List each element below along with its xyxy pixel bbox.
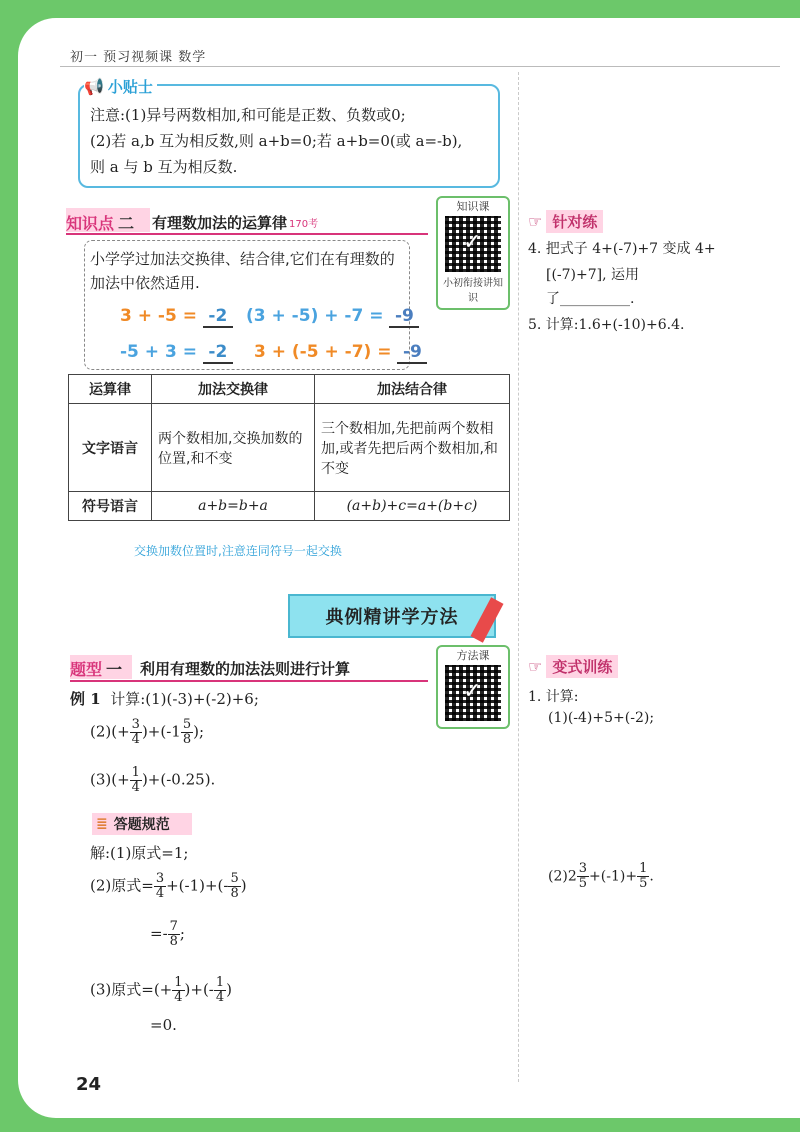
intro-line-1: 小学学过加法交换律、结合律,它们在有理数的: [90, 250, 395, 268]
table-cell: (a+b)+c=a+(b+c): [315, 492, 510, 521]
qr-code-icon[interactable]: [445, 665, 501, 721]
tx-underline: [70, 680, 428, 682]
solution-2: (2)原式= $\frac{3}{4}$ +(-1)+(- $\frac{5}{8}$ ): [90, 871, 247, 901]
table-cell: 符号语言: [69, 492, 152, 521]
practice-tag-label: 针对练: [546, 210, 603, 233]
kp-title: 有理数加法的运算律: [152, 214, 288, 232]
question-4-line2: [(-7)+7], 运用: [546, 267, 640, 283]
question-type-heading: [70, 657, 350, 680]
example-2b: 3 + (-5 + -7) = -9: [254, 342, 427, 364]
intro-line-2: 加法中依然适用.: [90, 274, 200, 292]
question-5: 5. 计算:1.6+(-10)+6.4.: [528, 317, 685, 333]
kp-number: 二: [118, 214, 135, 233]
megaphone-icon: 📢: [84, 77, 104, 96]
note-annotation: 交换加数位置时,注意连同符号一起交换: [134, 544, 342, 558]
solution-3-result: =0.: [150, 1016, 177, 1034]
practice-tag: [528, 210, 603, 233]
tip-line-3: 则 a 与 b 互为相反数.: [90, 158, 238, 176]
qr-knowledge[interactable]: [436, 196, 510, 310]
table-header: 运算律: [69, 375, 152, 404]
qr-code-icon[interactable]: [445, 216, 501, 272]
tx-label: 题型: [70, 660, 103, 679]
section-banner: 典例精讲学方法: [288, 594, 496, 638]
qr-bottom-label: 小初衔接讲知识: [443, 278, 503, 304]
tx-title: 利用有理数的加法法则进行计算: [140, 660, 351, 678]
kp-frequency: 170考: [289, 219, 319, 230]
tx-number: 一: [106, 660, 123, 679]
knowledge-point-heading: [66, 211, 318, 234]
kp-label: 知识点: [66, 214, 115, 233]
pointing-hand-icon: ☞: [528, 657, 543, 676]
example-1-line2: (2)(+ $\frac{3}{4}$ )+(-1 $\frac{5}{8}$ );: [90, 717, 205, 747]
tip-line-1: 注意:(1)异号两数相加,和可能是正数、负数或0;: [90, 106, 406, 124]
example-1-line1: 例 1 计算:(1)(-3)+(-2)+6;: [70, 690, 259, 708]
variant-part1: (1)(-4)+5+(-2);: [548, 710, 655, 726]
pointing-hand-icon: ☞: [528, 212, 543, 231]
variant-tag-label: 变式训练: [546, 655, 618, 678]
variant-part2: (2)2 $\frac{3}{5}$ +(-1)+ $\frac{1}{5}$ .: [548, 861, 654, 891]
qr-method[interactable]: [436, 645, 510, 729]
kp-underline: [66, 233, 428, 235]
example-1a: 3 + -5 = -2: [120, 306, 233, 328]
variant-q1: 1. 计算:: [528, 689, 579, 705]
example-1b: (3 + -5) + -7 = -9: [246, 306, 419, 328]
page-header: 初一 预习视频课 数学: [70, 50, 207, 65]
question-4-line1: 4. 把式子 4+(-7)+7 变成 4+: [528, 241, 716, 257]
table-header: 加法结合律: [315, 375, 510, 404]
column-divider: [518, 72, 519, 1082]
variant-tag: [528, 655, 618, 678]
qr-top-label: 知识课: [456, 200, 490, 213]
table-cell: 三个数相加,先把前两个数相加,或者先把后两个数相加,和不变: [315, 404, 510, 492]
qr-top-label: 方法课: [456, 649, 490, 662]
table-cell: a+b=b+a: [152, 492, 315, 521]
table-header: 加法交换律: [152, 375, 315, 404]
notebook-icon: ≣: [96, 816, 108, 832]
answer-standard-tag: ≣ 答题规范: [92, 813, 192, 835]
table-cell: 两个数相加,交换加数的位置,和不变: [152, 404, 315, 492]
header-rule: [60, 66, 780, 67]
tip-line-2: (2)若 a,b 互为相反数,则 a+b=0;若 a+b=0(或 a=-b),: [90, 132, 463, 150]
solution-1: 解:(1)原式=1;: [90, 844, 189, 862]
solution-2-result: =- $\frac{7}{8}$ ;: [150, 919, 185, 949]
example-2a: -5 + 3 = -2: [120, 342, 233, 364]
example-1-line3: (3)(+ $\frac{1}{4}$ )+(-0.25).: [90, 765, 216, 795]
question-4-line3: 了__________.: [546, 291, 635, 307]
tip-title-text: 小贴士: [107, 78, 153, 96]
tip-title: [84, 76, 157, 97]
solution-3: (3)原式=(+ $\frac{1}{4}$ )+(- $\frac{1}{4}$ ): [90, 975, 233, 1005]
law-table: [68, 374, 510, 521]
table-cell: 文字语言: [69, 404, 152, 492]
page-number: 24: [76, 1074, 102, 1095]
